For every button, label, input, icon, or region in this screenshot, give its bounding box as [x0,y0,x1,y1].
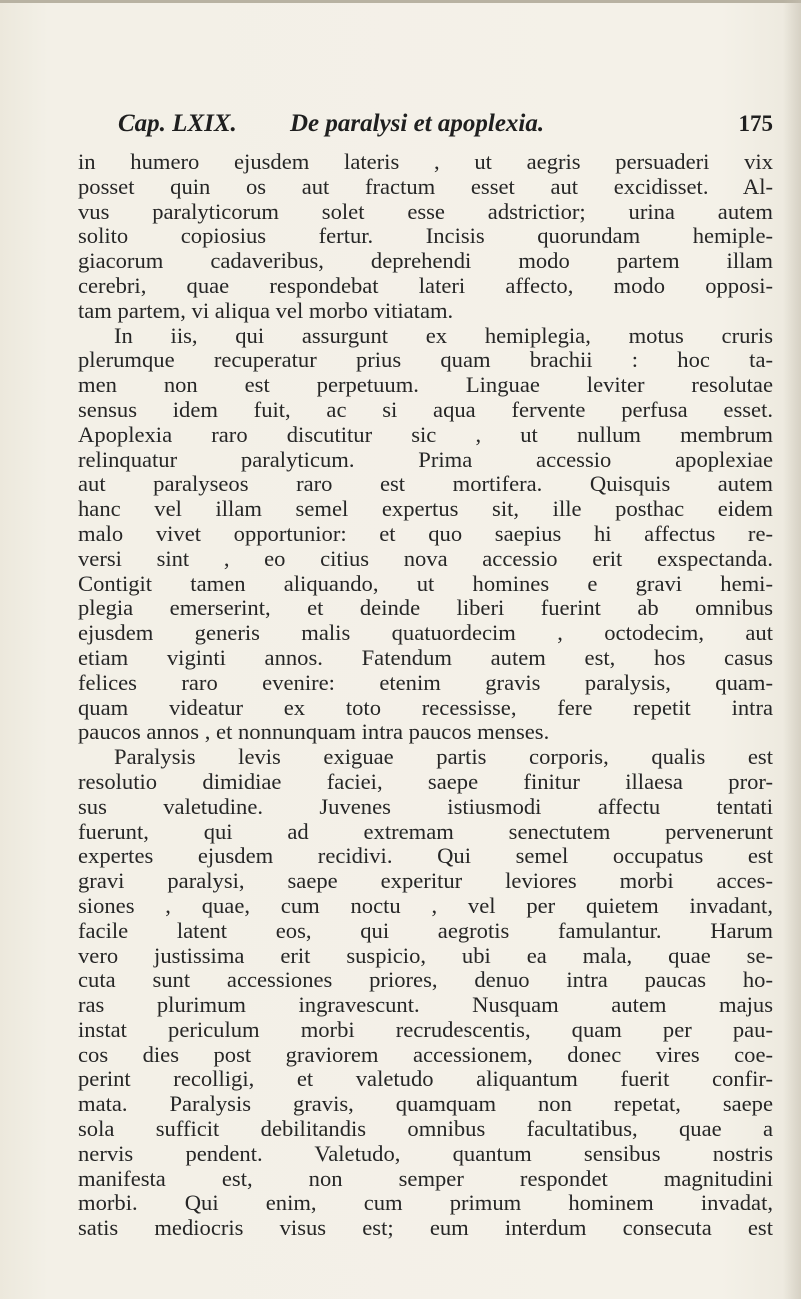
text-line: in humero ejusdem lateris , ut aegris persuaderi vix [78,150,773,174]
text-line: sus valetudine. Juvenes istiusmodi affectu tentati [78,794,773,819]
body-text [78,150,773,1241]
text-line: men non est perpetuum. Linguae leviter resolutae [78,373,773,398]
text-line: paucos annos , et nonnunquam intra paucos menses. [78,720,550,745]
text-line: hanc vel illam semel expertus sit, ille posthac eidem [78,497,773,522]
text-line: manifesta est, non semper respondet magnitudini [78,1166,773,1191]
text-line: versi sint , eo citius nova accessio erit exspectanda. [78,546,773,571]
text-line: plerumque recuperatur prius quam brachii : hoc ta- [78,348,773,373]
text-line: ras plurimum ingravescunt. Nusquam autem majus [78,993,773,1018]
text-line: Apoplexia raro discutitur sic , ut nullum membrum [78,422,773,447]
text-line: mata. Paralysis gravis, quamquam non repetat, saepe [78,1092,773,1117]
text-line: fuerunt, qui ad extremam senectutem pervenerunt [78,819,773,844]
text-line: felices raro evenire: etenim gravis paralysis, quam- [78,670,773,695]
text-line: malo vivet opportunior: et quo saepius hi affectus re- [78,521,773,546]
text-line: aut paralyseos raro est mortifera. Quisquis autem [78,472,773,497]
text-line: Paralysis levis exiguae partis corporis, qualis est [114,745,773,770]
text-line: plegia emerserint, et deinde liberi fuerint ab omnibus [78,596,773,621]
text-line: relinquatur paralyticum. Prima accessio apoplexiae [78,447,773,472]
text-line: In iis, qui assurgunt ex hemiplegia, motus cruris [114,323,773,348]
page-number: 175 [738,111,773,136]
text-line: Contigit tamen aliquando, ut homines e gravi hemi- [78,571,773,596]
text-line: vero justissima erit suspicio, ubi ea mala, quae se- [78,943,773,968]
text-line: tam partem, vi aliqua vel morbo vitiatam. [78,298,454,323]
text-line: gravi paralysi, saepe experitur leviores morbi acces- [78,869,773,894]
text-line: resolutio dimidiae faciei, saepe finitur illaesa pror- [78,769,773,794]
text-line: cerebri, quae respondebat lateri affecto, modo opposi- [78,273,773,298]
text-line: morbi. Qui enim, cum primum hominem invadat, [78,1191,773,1216]
text-line: expertes ejusdem recidivi. Qui semel occupatus est [78,844,773,869]
text-line: facile latent eos, qui aegrotis famulantur. Harum [78,918,773,943]
text-line: siones , quae, cum noctu , vel per quietem invadant, [78,893,773,918]
chapter-label: Cap. LXIX. [118,110,237,137]
text-line: ejusdem generis malis quatuordecim , octodecim, aut [78,621,773,646]
text-line: cuta sunt accessiones priores, denuo intra paucas ho- [78,968,773,993]
text-line: vus paralyticorum solet esse adstrictior; urina autem [78,199,773,224]
running-head [118,104,773,144]
text-line: satis mediocris visus est; eum interdum consecuta est [78,1216,773,1241]
text-line: quam videatur ex toto recessisse, fere repetit intra [78,695,773,720]
text-line: perint recolligi, et valetudo aliquantum fuerit confir- [78,1067,773,1092]
page-top-edge [0,0,801,3]
text-line: etiam viginti annos. Fatendum autem est, hos casus [78,645,773,670]
text-line: solito copiosius fertur. Incisis quorundam hemiple- [78,224,773,249]
text-line: nervis pendent. Valetudo, quantum sensibus nostris [78,1141,773,1166]
page-right-shadow [783,0,801,1299]
text-line: posset quin os aut fractum esset aut excidisset. Al- [78,174,773,199]
text-line: sola sufficit debilitandis omnibus facultatibus, quae a [78,1117,773,1142]
text-line: sensus idem fuit, ac si aqua fervente perfusa esset. [78,397,773,422]
text-line: giacorum cadaveribus, deprehendi modo partem illam [78,249,773,274]
running-title: De paralysi et apoplexia. [290,110,545,137]
text-line: instat periculum morbi recrudescentis, quam per pau- [78,1017,773,1042]
text-line: cos dies post graviorem accessionem, donec vires coe- [78,1042,773,1067]
